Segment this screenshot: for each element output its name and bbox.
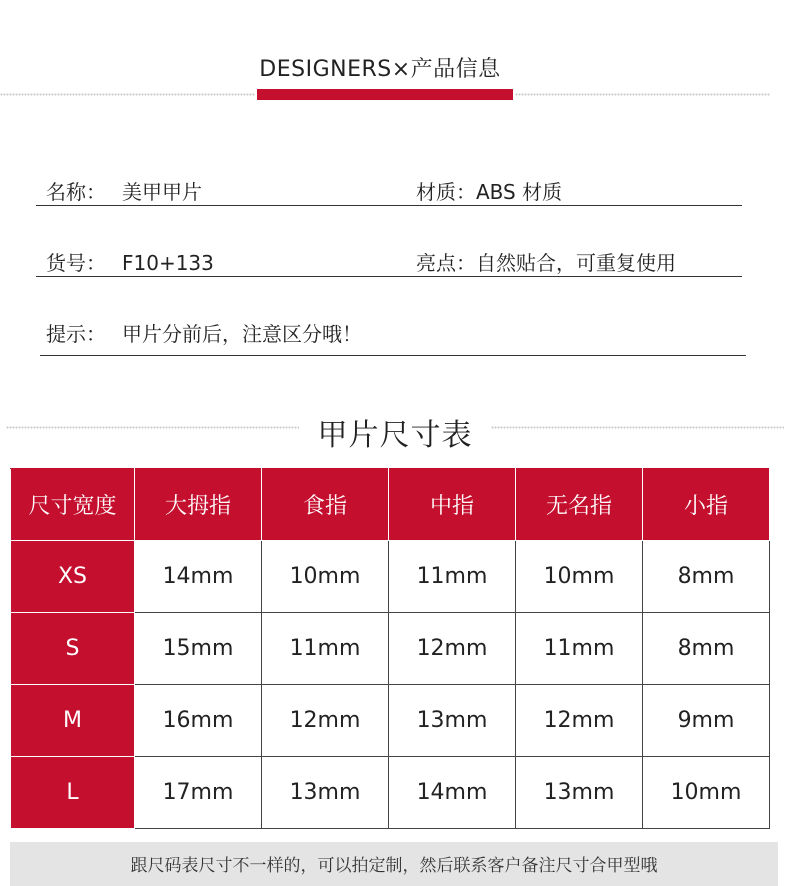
material-label: 材质：: [416, 180, 476, 204]
header-dotted-line-right: [515, 93, 770, 97]
table-cell: 14mm: [389, 757, 516, 829]
table-cell: 17mm: [135, 757, 262, 829]
highlight-value: 自然贴合，可重复使用: [476, 251, 676, 275]
header-size-width: 尺寸宽度: [11, 469, 135, 541]
table-cell: 11mm: [262, 613, 389, 685]
row-size-s: S: [11, 613, 135, 685]
table-cell: 12mm: [262, 685, 389, 757]
tip-value: 甲片分前后，注意区分哦！: [122, 322, 362, 346]
table-cell: 8mm: [643, 613, 770, 685]
table-cell: 10mm: [643, 757, 770, 829]
table-cell: 12mm: [389, 613, 516, 685]
table-cell: 10mm: [262, 541, 389, 613]
size-table: [10, 468, 770, 829]
sku-field: [46, 247, 214, 276]
highlight-field: [416, 247, 676, 276]
table-cell: 10mm: [516, 541, 643, 613]
material-value: ABS 材质: [476, 180, 563, 204]
table-row: [11, 757, 770, 829]
info-row-sku-highlight: [36, 237, 742, 277]
size-chart-title: 甲片尺寸表: [317, 418, 473, 453]
table-cell: 11mm: [516, 613, 643, 685]
row-size-xs: XS: [11, 541, 135, 613]
table-cell: 13mm: [389, 685, 516, 757]
table-row: [11, 685, 770, 757]
table-row: [11, 541, 770, 613]
header-ring-finger: 无名指: [516, 469, 643, 541]
info-row-name-material: [36, 166, 742, 206]
highlight-label: 亮点：: [416, 251, 476, 275]
header-title: DESIGNERS×产品信息: [259, 57, 501, 82]
header-dotted-line-left: [0, 93, 255, 97]
tip-field: [46, 318, 362, 347]
table-cell: 11mm: [389, 541, 516, 613]
sku-label: 货号：: [46, 251, 106, 275]
name-label: 名称：: [46, 180, 106, 204]
material-field: [416, 176, 562, 205]
info-row-tip: [40, 308, 746, 356]
row-size-l: L: [11, 757, 135, 829]
table-cell: 13mm: [516, 757, 643, 829]
table-cell: 8mm: [643, 541, 770, 613]
header-accent-bar: [257, 89, 513, 100]
table-cell: 16mm: [135, 685, 262, 757]
header-index-finger: 食指: [262, 469, 389, 541]
sku-value: F10+133: [122, 251, 214, 275]
header-middle-finger: 中指: [389, 469, 516, 541]
table-row: [11, 613, 770, 685]
table-cell: 14mm: [135, 541, 262, 613]
name-value: 美甲甲片: [122, 180, 202, 204]
tip-label: 提示：: [46, 322, 106, 346]
row-size-m: M: [11, 685, 135, 757]
size-table-header-row: [11, 469, 770, 541]
header-thumb: 大拇指: [135, 469, 262, 541]
footer-note: 跟尺码表尺寸不一样的，可以拍定制，然后联系客户备注尺寸合甲型哦: [10, 842, 778, 886]
table-cell: 13mm: [262, 757, 389, 829]
header-little-finger: 小指: [643, 469, 770, 541]
table-cell: 15mm: [135, 613, 262, 685]
name-field: [46, 176, 202, 205]
table-cell: 12mm: [516, 685, 643, 757]
table-cell: 9mm: [643, 685, 770, 757]
